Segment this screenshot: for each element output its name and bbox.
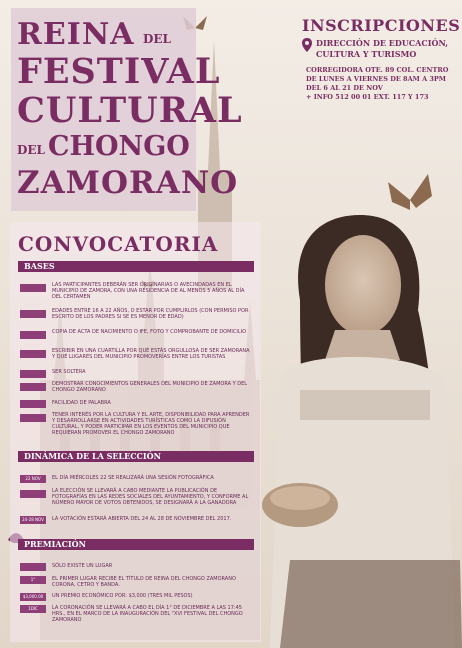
inscripciones-heading: INSCRIPCIONES [302, 16, 461, 35]
bases-item: SER SOLTERA [52, 369, 86, 375]
bases-item: FACILIDAD DE PALABRA [52, 400, 111, 406]
bases-bullet [20, 414, 46, 422]
inscripciones-line: DE LUNES A VIERNES DE 8AM A 3PM [306, 75, 446, 83]
premiacion-item: LA CORONACIÓN SE LLEVARÁ A CABO EL DÍA 1° DE DICIEMBRE A LAS 17:45 HRS., EN EL MARCO DE LA INAUGURACIÓN DEL "XVI FESTIVAL DEL CHONGO ZAMORANO [52, 605, 243, 623]
bases-item: LAS PARTICIPANTES DEBERÁN SER ORIGINARIAS O AVECINDADAS EN EL MUNICIPIO DE ZAMORA, CON UNA RESIDENCIA DE AL MENOS 5 AÑOS AL DÍA DEL CERTAMEN [52, 282, 245, 300]
bases-bullet [20, 331, 46, 339]
dinamica-tag [20, 490, 46, 498]
convocatoria-heading: CONVOCATORIA [18, 232, 219, 256]
inscripciones-place: DIRECCIÓN DE EDUCACIÓN, CULTURA Y TURISMO [316, 38, 449, 59]
premiacion-heading: PREMIACIÓN [18, 539, 254, 550]
dinamica-tag: 24-28 NOV [20, 516, 46, 524]
inscripciones-block [302, 16, 461, 101]
premiacion-tag: $3,000.00 [20, 593, 46, 601]
bases-bullet [20, 310, 46, 318]
premiacion-item: EL PRIMER LUGAR RECIBE EL TÍTULO DE REINA DEL CHONGO ZAMORANO CORONA, CETRO Y BANDA. [52, 576, 236, 588]
dinamica-item: LA VOTACIÓN ESTARÁ ABIERTA DEL 24 AL 28 DE NOVIEMBRE DEL 2017. [52, 516, 232, 522]
premiacion-item: UN PREMIO ECONÓMICO POR: $3,000 (TRES MIL PESOS) [52, 593, 193, 599]
premiacion-tag: 1DIC [20, 605, 46, 613]
title-del: DEL [143, 32, 171, 46]
bases-bullet [20, 284, 46, 292]
dinamica-item: EL DÍA MIÉRCOLES 22 SE REALIZARÁ UNA SESIÓN FOTOGRÁFICA [52, 475, 214, 481]
dinamica-heading: DINÁMICA DE LA SELECCIÓN [18, 451, 254, 462]
bases-item: EDADES ENTRE 16 A 22 AÑOS, O ESTAR POR CUMPLIRLOS (CON PERMISO POR ESCRITO DE LOS PADRES SI SE ES MENOR DE EDAD) [52, 308, 249, 320]
dinamica-tag: 22 NOV [20, 475, 46, 483]
location-pin-icon [302, 38, 312, 52]
title-reina: REINA [17, 17, 135, 52]
title-zamorano: ZAMORANO [17, 165, 239, 201]
bases-item: COPIA DE ACTA DE NACIMIENTO O IFE, FOTO Y COMPROBANTE DE DOMICILIO [52, 329, 247, 335]
title-festival: FESTIVAL [17, 51, 221, 92]
dinamica-item: LA ELECCIÓN SE LLEVARÁ A CABO MEDIANTE LA PUBLICACIÓN DE FOTOGRAFÍAS EN LAS REDES SOCIALES DEL AYUNTAMIENTO, Y CONFORME AL NÚMERO MAYOR DE VOTOS OBTENIDOS, SE DESIGNARÁ A LA GANADORA [52, 488, 249, 506]
bases-item: DEMOSTRAR CONOCIMIENTOS GENERALES DEL MUNICIPIO DE ZAMORA Y DEL CHONGO ZAMORANO [52, 381, 248, 393]
inscripciones-line: + INFO 512 00 01 EXT. 117 Y 173 [306, 93, 429, 101]
bases-item: ESCRIBIR EN UNA CUARTILLA POR QUÉ ESTÁS ORGULLOSA DE SER ZAMORANA Y QUÉ LUGARES DEL MUNICIPIO PROMOVERÍAS ENTRE LOS TURISTAS [52, 348, 250, 360]
bases-bullet [20, 370, 46, 378]
title-del-2: DEL [17, 143, 45, 157]
title-chongo: CHONGO [48, 131, 190, 162]
premiacion-tag [20, 563, 46, 571]
bases-bullet [20, 383, 46, 391]
title-cultural: CULTURAL [17, 90, 243, 131]
bases-bullet [20, 400, 46, 408]
bases-item: TENER INTERÉS POR LA CULTURA Y EL ARTE, DISPONIBILIDAD PARA APRENDER Y DESARROLLARSE EN ACTIVIDADES TURÍSTICAS COMO LA DIFUSIÓN CULTURAL, Y PODER PARTICIPAR EN LOS EVENTOS DEL MUNICIPIO QUE REQUIERAN PROMOVER EL CHONGO ZAMORANO [52, 412, 250, 436]
premiacion-tag: 1° [20, 576, 46, 584]
bases-heading: BASES [18, 261, 254, 272]
premiacion-item: SÓLO EXISTE UN LUGAR [52, 563, 113, 569]
inscripciones-line: CORREGIDORA OTE. 89 COL. CENTRO [306, 66, 449, 74]
inscripciones-line: DEL 6 AL 21 DE NOV [306, 84, 383, 92]
bases-bullet [20, 350, 46, 358]
